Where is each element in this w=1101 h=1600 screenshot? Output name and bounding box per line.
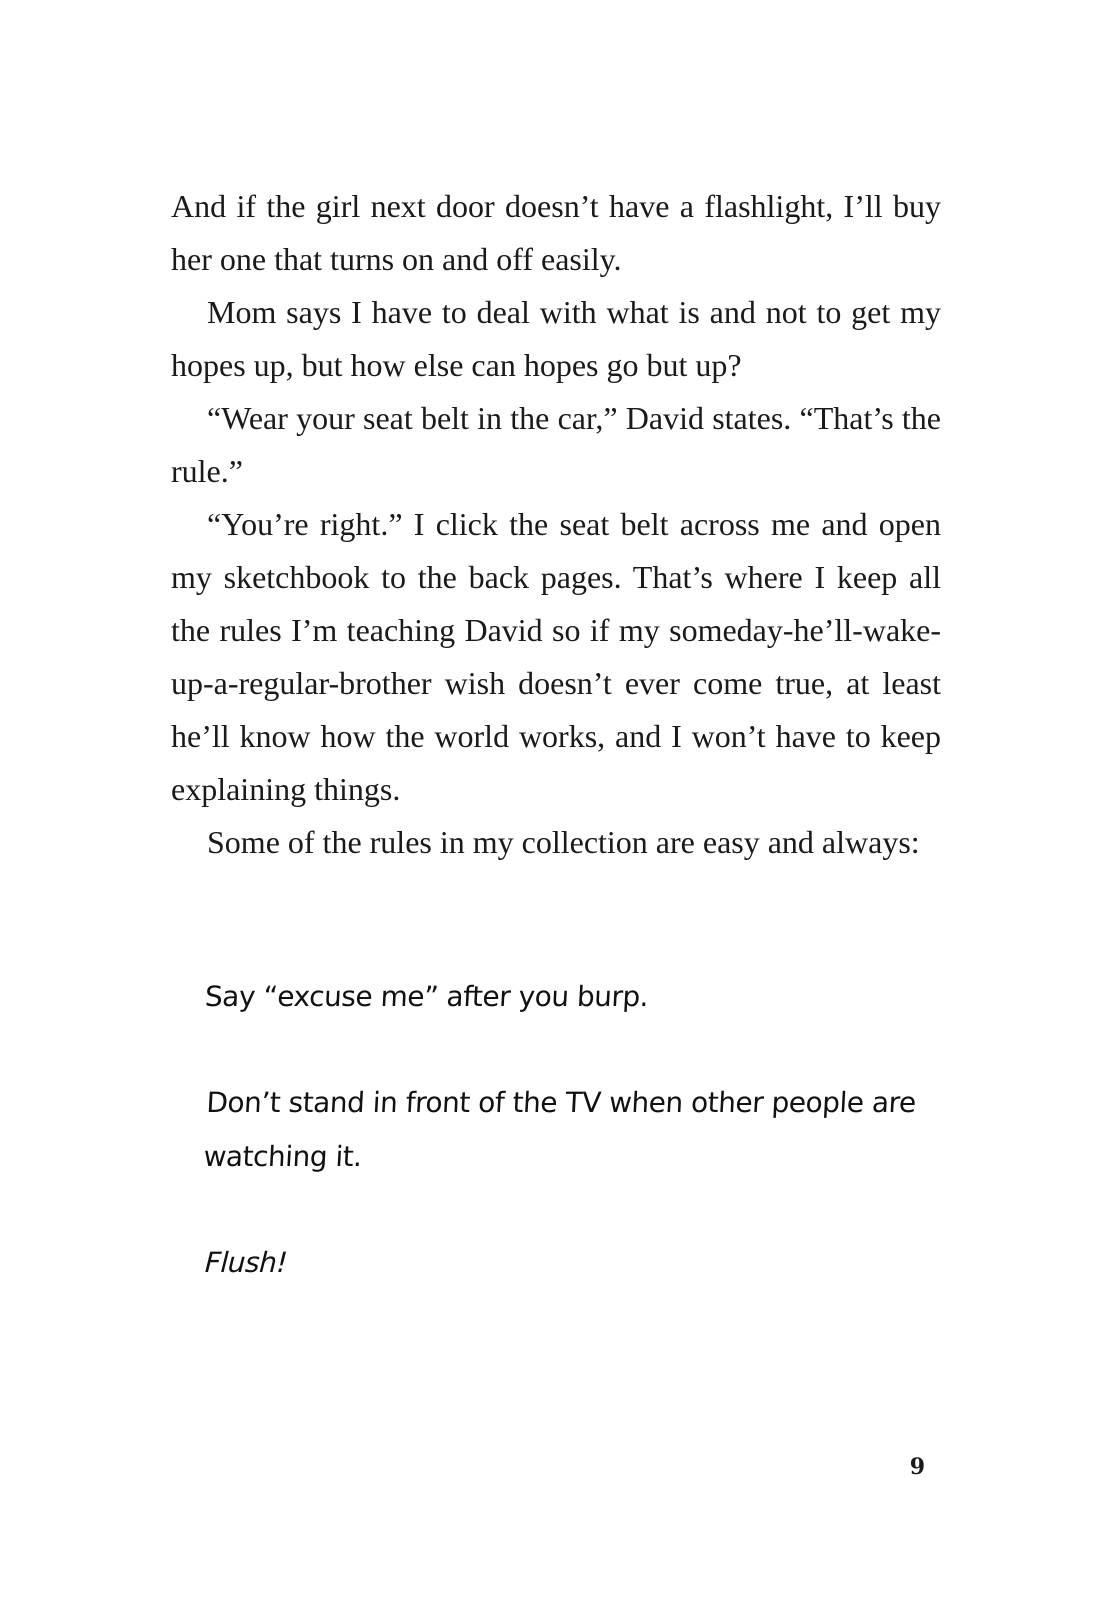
page-number: 9 [909, 1454, 925, 1480]
rules-list [202, 970, 941, 1290]
rule-burp: Say “excuse me” after you burp. [204, 980, 650, 1013]
rule-flush: Flush! [204, 1246, 289, 1279]
paragraph-3: “Wear your seat belt in the car,” David states. “That’s the rule.” [171, 400, 941, 489]
paragraph-1: And if the girl next door doesn’t have a flashlight, I’ll buy her one that turns on and off easily. [171, 188, 941, 277]
paragraph-4: “You’re right.” I click the seat belt across me and open my sketchbook to the back pages. That’s where I keep all the rules I’m teaching David so if my someday-he’ll-wake-up-a-regular-brother wish doesn’t ever come true, at least he’ll know how the world works, and I won’t have to keep explaining things. [171, 506, 941, 807]
paragraph-5: Some of the rules in my collection are easy and always: [207, 824, 920, 860]
paragraph-2: Mom says I have to deal with what is and not to get my hopes up, but how else can hopes go but up? [171, 294, 941, 383]
rule-tv: Don’t stand in front of the TV when other people are watching it. [202, 1086, 917, 1173]
body-text [171, 180, 941, 869]
